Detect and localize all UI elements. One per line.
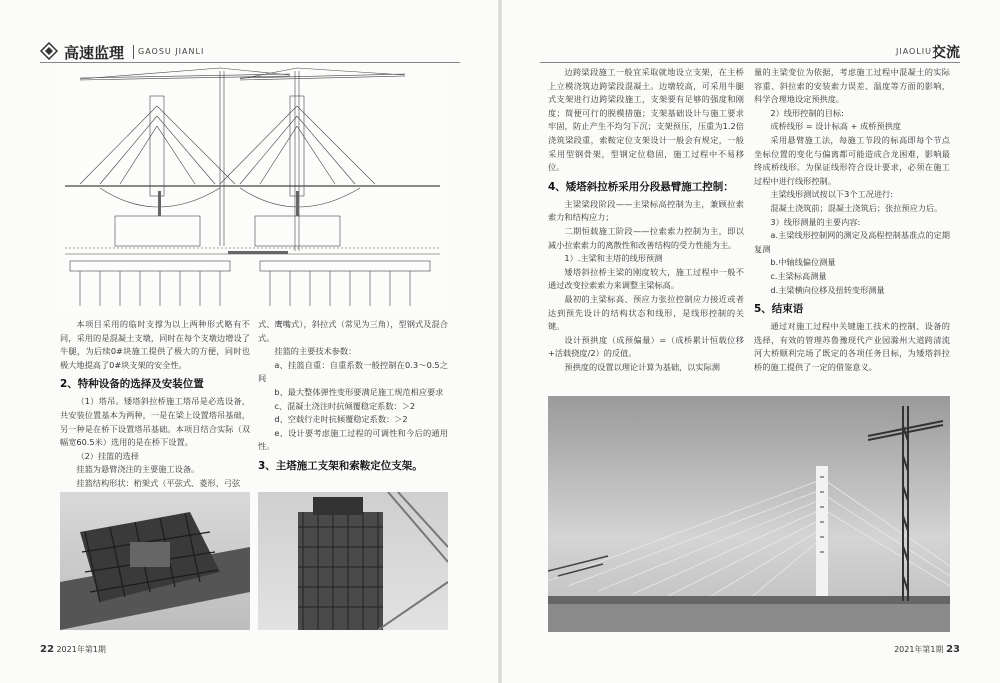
camber-basis-paragraph: 预拱度的设置以理论计算为基础，以实际测 <box>564 361 720 372</box>
linear-paragraph: 矮塔斜拉桥主梁的刚度较大，施工过程中一般不通过改变拉索索力来调整主梁标高。 <box>548 266 744 291</box>
param-item-d: d、空载行走时抗倾覆稳定系数：＞2 <box>274 414 408 425</box>
basket-types-paragraph: 式、鹰嘴式），斜拉式（常见为三角），型钢式及混合式。 <box>258 319 448 343</box>
conclusion-paragraph: 通过对施工过程中关键施工技术的控制、设备的选择，有效的管理苏鲁豫现代产业园滁州大道跨清流河大桥顺利完场了既定的各项任务目标，为矮塔斜拉桥的施工提供了一定的借鉴意义。 <box>754 321 950 372</box>
test-cases-list: 混凝土浇筑前；混凝土浇筑后；张拉预应力后。 <box>770 202 943 213</box>
left-header <box>40 40 460 64</box>
pylon-bracket-photo <box>258 492 448 630</box>
basket-paragraph-1: 挂篮为悬臂浇注的主要施工设备。 <box>76 464 200 475</box>
left-column-2 <box>258 318 448 477</box>
control-target-subheading: 2）线形控制的目标: <box>770 107 844 118</box>
intro-paragraph: 本项目采用的临时支撑为以上两种形式略有不同，采用的是混凝土支墩，同时在每个支墩边增设了牛腿，为后续0#块施工提供了极大的方便，同时也极大地提高了0#块支架的安全性。 <box>60 319 250 370</box>
left-column-1 <box>60 318 250 491</box>
journal-title-en: GAOSU JIANLI <box>138 47 205 56</box>
param-item-b: b、最大整体弹性变形要满足施工规范相应要求 <box>274 386 444 397</box>
linear-formula: 成桥线形 = 设计标高 + 成桥预拱度 <box>770 121 901 132</box>
hanging-basket-photo <box>60 492 250 630</box>
section-2-heading: 2、特种设备的选择及安装位置 <box>60 378 204 391</box>
basket-subheading: （2）挂篮的选择 <box>76 450 139 461</box>
section-4-heading: 4、矮塔斜拉桥采用分段悬臂施工控制： <box>548 180 734 193</box>
param-item-c: c、混凝土浇注时抗倾覆稳定系数：＞2 <box>274 400 416 411</box>
right-column-2 <box>754 66 950 374</box>
left-header-rule <box>40 62 460 63</box>
measurement-subheading: 3）线形测量的主要内容: <box>770 216 861 227</box>
journal-title-cn: 高速监理 <box>64 44 125 62</box>
linear-prediction-subheading: 1）.主梁和主塔的线形预测 <box>564 253 663 264</box>
section-title-cn: 交流 <box>932 45 960 61</box>
camber-formula-paragraph: 设计预拱度（成预偏量）=（成桥累计恒载位移+活载挠度/2）的反值。 <box>548 334 744 359</box>
right-footer <box>894 644 960 655</box>
measure-item-b: b.中轴线偏位测量 <box>770 257 836 268</box>
issue-label: 2021年第1期 <box>56 645 106 654</box>
right-header-rule <box>540 62 960 63</box>
key-control-paragraph: 最初的主梁标高、预应力张拉控制应力接近或者达到预先设计的结构状态和线形，是线形控制的关键。 <box>548 293 744 332</box>
right-column-1 <box>548 66 744 374</box>
page-number: 22 <box>40 644 54 655</box>
param-item-e: e、设计要考虑施工过程的可调性和今后的通用性。 <box>258 427 448 452</box>
stage-1-paragraph: 主梁梁段阶段——主梁标高控制为主，兼顾拉索索力和结构应力； <box>548 198 744 223</box>
params-heading: 挂篮的主要技术参数： <box>274 346 357 357</box>
measure-item-a: a.主梁线形控制网的测定及高程控制基准点的定期复测 <box>754 230 950 254</box>
measure-item-c: c.主梁标高测量 <box>770 270 827 281</box>
page-number: 23 <box>946 644 960 655</box>
journal-logo-icon <box>40 42 58 60</box>
issue-label: 2021年第1期 <box>894 645 944 654</box>
section-3-heading: 3、主塔施工支架和索鞍定位支架。 <box>258 459 423 472</box>
param-item-a: a、挂篮自重：自重系数一般控制在0.3～0.5之间 <box>258 359 448 384</box>
left-footer <box>40 644 106 655</box>
section-5-heading: 5、结束语 <box>754 303 804 316</box>
section-title-en: JIAOLIU <box>895 47 932 56</box>
cable-stayed-bridge-photo <box>548 396 950 632</box>
basket-paragraph-2: 挂篮结构形状：桁架式（平弦式、菱形、弓弦 <box>76 477 241 488</box>
test-cases-paragraph: 主梁线形测试按以下3个工况进行: <box>770 189 893 200</box>
page-gutter <box>498 0 502 683</box>
measure-item-d: d.主梁横向位移及扭转变形测量 <box>770 284 885 295</box>
camber-continuation-paragraph: 量的主梁变位为依据，考虑施工过程中混凝土的实际容重、斜拉索的安装索力误差、温度等方面的影响，科学合理地设定预拱度。 <box>754 67 950 105</box>
right-header <box>540 40 960 64</box>
stage-2-paragraph: 二期恒载施工阶段——拉索索力控制为主，即以减小拉索索力的离散性和改善结构的受力性能为主。 <box>548 225 744 250</box>
header-separator <box>133 45 134 59</box>
bridge-construction-drawing <box>60 66 445 311</box>
crane-paragraph: （1）塔吊。矮塔斜拉桥施工塔吊是必选设备，共安装位置基本为两种，一是在梁上设置塔吊基础，另一种是在桥下设置塔吊基础。本项目结合实际（双幅宽60.5米）选用的是在桥下设置。 <box>60 396 250 448</box>
cantilever-method-paragraph: 采用悬臂施工法，每施工节段的标高即每个节点坐标位置的变化与偏离都可能造成合龙困难，影响最终成桥线形。为保证线形符合设计要求，必须在施工过程中进行线形控制。 <box>754 134 950 186</box>
side-span-paragraph: 边跨梁段施工一般宜采取就地设立支架，在主桥上立模浇筑边跨梁段混凝土。边墩较高，可采用牛腿式支架进行边跨梁段施工，支架要有足够的强度和刚度；简便可行的脱模措施；支架基础设计与施工要求牢固，防止产生不均匀下沉；支架预压，压重为1.2倍浇筑梁段重，索鞍定位支架设计一般会有规定，一般采用型钢骨架，型钢定位稳固，施工过程中不易移位。 <box>548 67 744 173</box>
